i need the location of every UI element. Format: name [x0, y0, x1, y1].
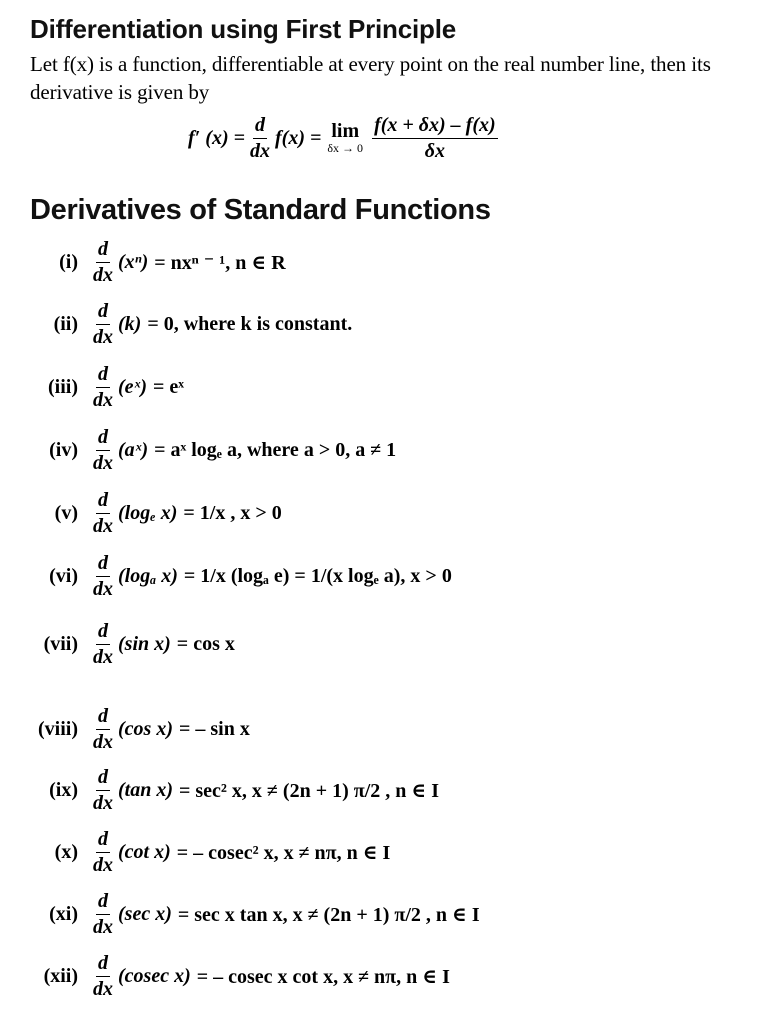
formula-lim-sub: δx → 0: [327, 141, 364, 155]
item-label: (v): [54, 501, 78, 524]
section-title-first-principle: Differentiation using First Principle: [30, 14, 456, 44]
item-result: = 1/x (logₐ e) = 1/(x logₑ a), x > 0: [183, 564, 452, 587]
operator-dx: dx: [93, 977, 113, 1000]
operator-d: d: [96, 829, 110, 853]
item-label: (iv): [49, 438, 78, 461]
item-argument: (eˣ): [118, 375, 147, 398]
operator-d: d: [96, 301, 110, 325]
formula-dx: dx: [250, 139, 271, 162]
operator-dx: dx: [93, 791, 113, 814]
operator-dx: dx: [93, 645, 113, 668]
d-dx-operator: [91, 364, 115, 411]
item-label: (xi): [49, 902, 78, 925]
item-argument: (tan x): [118, 778, 173, 801]
item-result: = cos x: [176, 632, 235, 655]
item-result: = sec² x, x ≠ (2n + 1) π/2 , n ∈ I: [179, 779, 439, 802]
item-result: = – sin x: [178, 717, 250, 740]
formula-limit: [327, 120, 363, 156]
operator-dx: dx: [93, 451, 113, 474]
d-dx-operator: [91, 490, 115, 537]
operator-dx: dx: [93, 514, 113, 537]
formula-numerator: f(x + δx) – f(x): [372, 115, 498, 139]
item-label: (ix): [49, 778, 78, 801]
formula-fx: f(x) =: [275, 126, 322, 149]
derivative-item: [0, 485, 768, 541]
item-result: = – cosec x cot x, x ≠ nπ, n ∈ I: [196, 965, 450, 988]
item-result: = aˣ logₑ a, where a > 0, a ≠ 1: [154, 438, 397, 461]
derivative-item: [0, 296, 768, 352]
operator-d: d: [96, 706, 110, 730]
derivative-item: [0, 548, 768, 604]
operator-dx: dx: [93, 263, 113, 286]
item-argument: (cosec x): [118, 964, 191, 987]
item-argument: (sec x): [118, 902, 172, 925]
item-argument: (cos x): [118, 717, 173, 740]
item-label: (vii): [43, 632, 78, 655]
d-dx-operator: [91, 706, 115, 753]
item-label: (iii): [48, 375, 78, 398]
d-dx-operator: [91, 829, 115, 876]
item-label: (x): [54, 840, 78, 863]
operator-d: d: [96, 490, 110, 514]
derivative-item: [0, 616, 768, 672]
d-dx-operator: [91, 427, 115, 474]
d-dx-operator: [91, 621, 115, 668]
item-argument: (xⁿ): [118, 250, 149, 273]
item-result: = eˣ: [153, 375, 184, 398]
formula-d: d: [253, 115, 267, 139]
formula-lhs: f′ (x) =: [188, 126, 246, 149]
item-label: (vi): [49, 564, 78, 587]
derivative-item: [0, 422, 768, 478]
operator-dx: dx: [93, 388, 113, 411]
formula-denominator: δx: [424, 139, 445, 162]
derivative-item: [0, 824, 768, 880]
operator-d: d: [96, 621, 110, 645]
operator-dx: dx: [93, 853, 113, 876]
item-result: = sec x tan x, x ≠ (2n + 1) π/2 , n ∈ I: [177, 903, 480, 926]
operator-d: d: [96, 239, 110, 263]
item-argument: (k): [118, 312, 142, 335]
operator-dx: dx: [93, 915, 113, 938]
item-label: (xii): [43, 964, 78, 987]
formula-quotient: [372, 115, 498, 162]
item-argument: (sin x): [118, 632, 171, 655]
derivative-item: [0, 234, 768, 290]
d-dx-operator: [91, 239, 115, 286]
derivative-item: [0, 886, 768, 942]
d-dx-operator: [91, 553, 115, 600]
d-dx-operator: [91, 301, 115, 348]
intro-text: Let f(x) is a function, differentiable at every point on the real number line, then its derivative is given by: [30, 52, 711, 104]
operator-d: d: [96, 553, 110, 577]
d-dx-operator: [91, 767, 115, 814]
derivative-item: [0, 762, 768, 818]
operator-d: d: [96, 891, 110, 915]
operator-d: d: [96, 427, 110, 451]
operator-d: d: [96, 953, 110, 977]
item-argument: (cot x): [118, 840, 171, 863]
formula-lim-word: lim: [331, 120, 360, 142]
item-result: = 1/x , x > 0: [183, 501, 282, 524]
item-label: (viii): [38, 717, 78, 740]
first-principle-formula: [188, 108, 501, 168]
item-argument: (aˣ): [118, 438, 149, 461]
d-dx-operator: [91, 891, 115, 938]
derivative-item: [0, 701, 768, 757]
derivative-item: [0, 359, 768, 415]
derivative-item: [0, 948, 768, 1004]
operator-dx: dx: [93, 577, 113, 600]
item-argument: (logₑ x): [118, 501, 178, 524]
operator-dx: dx: [93, 730, 113, 753]
item-result: = nxⁿ ⁻ ¹, n ∈ R: [154, 251, 286, 274]
item-argument: (logₐ x): [118, 564, 178, 587]
item-label: (ii): [53, 312, 78, 335]
operator-d: d: [96, 767, 110, 791]
operator-d: d: [96, 364, 110, 388]
item-result: = – cosec² x, x ≠ nπ, n ∈ I: [176, 841, 391, 864]
formula-d-dx: [248, 115, 272, 162]
item-label: (i): [59, 250, 78, 273]
operator-dx: dx: [93, 325, 113, 348]
section-title-standard-functions: Derivatives of Standard Functions: [30, 194, 491, 226]
d-dx-operator: [91, 953, 115, 1000]
item-result: = 0, where k is constant.: [147, 312, 353, 335]
